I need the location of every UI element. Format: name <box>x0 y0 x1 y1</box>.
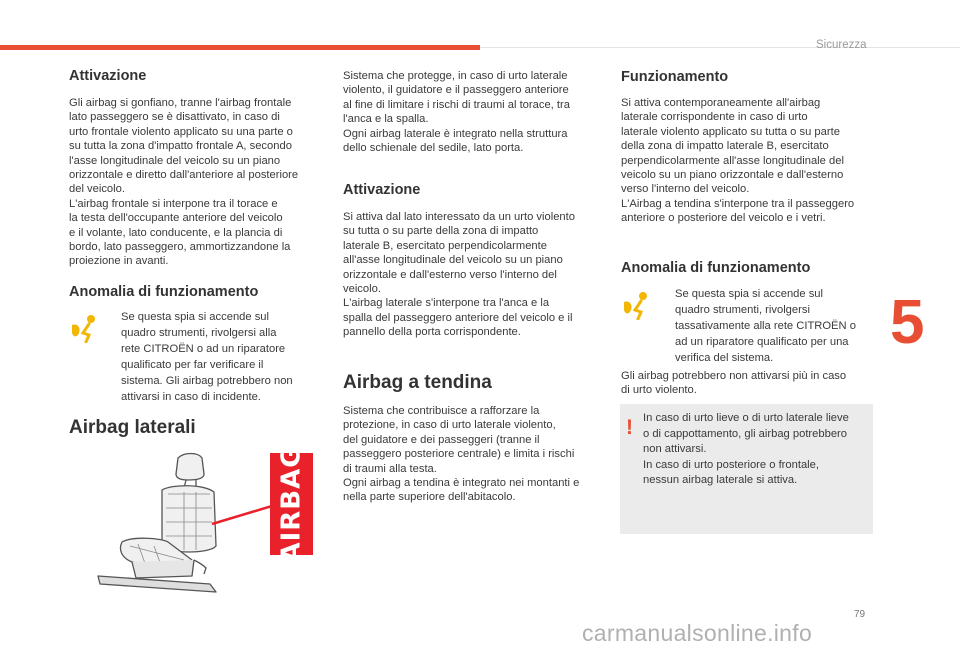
text-line: dello schienale del sedile, lato porta. <box>343 142 524 155</box>
airbag-warning-light-icon <box>621 290 655 320</box>
text-line: o di cappottamento, gli airbag potrebbero <box>643 427 847 440</box>
text-line: verso l'interno del veicolo. <box>621 183 750 196</box>
text-line: laterale corrispondente in caso di urto <box>621 111 808 124</box>
section-title: Sicurezza <box>816 39 867 51</box>
text-line: Se questa spia si accende sul <box>121 311 270 323</box>
warning-block-right <box>621 290 873 365</box>
text-line: nessun airbag laterale si attiva. <box>643 474 798 486</box>
text-line: quadro strumenti, rivolgersi alla <box>121 327 277 339</box>
text-line: su tutta la zona d'impatto frontale A, secondo <box>69 140 292 153</box>
anomalia-paragraph-right <box>675 286 873 366</box>
text-line: Gli airbag si gonfiano, tranne l'airbag frontale <box>69 97 292 109</box>
text-line: l'anca e la spalla. <box>343 113 429 126</box>
text-line: Sistema che contribuisce a rafforzare la <box>343 405 540 417</box>
text-line: Si attiva dal lato interessato da un urto violento <box>343 211 575 223</box>
airbag-warning-light-icon <box>69 313 103 343</box>
text-line: Ogni airbag a tendina è integrato nei montanti e <box>343 477 580 490</box>
text-line: bordo, lato passeggero, ammortizzandone la <box>69 241 291 254</box>
text-line: lato passeggero se è disattivato, in caso di <box>69 111 280 124</box>
attivazione-paragraph <box>69 96 321 269</box>
after-paragraph <box>621 369 873 398</box>
text-line: laterale violento applicato su tutta o su parte <box>621 125 840 138</box>
heading-attivazione-middle: Attivazione <box>343 182 421 198</box>
text-line: passeggero posteriore centrale) e limita i rischi <box>343 448 575 461</box>
text-line: di traumi alla testa. <box>343 462 437 475</box>
attivazione-section-middle <box>343 182 420 198</box>
text-line: proiezione in avanti. <box>69 255 169 268</box>
page-number: 79 <box>854 609 866 620</box>
warning-block-left <box>69 313 321 413</box>
laterali-section <box>69 417 196 439</box>
heading-anomalia-left: Anomalia di funzionamento <box>69 284 259 300</box>
airbag-pointer-line <box>212 506 272 524</box>
text-line: all'asse longitudinale del veicolo su un piano <box>343 254 563 267</box>
text-line: rete CITROËN o ad un riparatore <box>121 343 286 355</box>
accent-bar <box>0 45 480 50</box>
text-line: orizzontale e dall'esterno verso l'interno del <box>343 268 557 281</box>
text-line: L'airbag laterale s'interpone tra l'anca e la <box>343 297 550 310</box>
heading-funzionamento: Funzionamento <box>621 69 729 85</box>
text-line: qualificato per far verificare il <box>121 359 264 371</box>
text-line: Ogni airbag laterale è integrato nella struttura <box>343 127 568 140</box>
header-rule <box>480 47 960 48</box>
heading-airbag-tendina: Airbag a tendina <box>343 372 492 393</box>
text-line: pannello della porta corrispondente. <box>343 326 521 339</box>
funzionamento-paragraph <box>621 96 873 226</box>
text-line: veicolo su un piano orizzontale e dall'esterno <box>621 169 844 182</box>
text-line: anteriore o posteriore del veicolo e i vetri. <box>621 212 826 225</box>
text-line: Se questa spia si accende sul <box>675 288 824 300</box>
text-line: verifica del sistema. <box>675 352 774 364</box>
text-line: Gli airbag potrebbero non attivarsi più in caso <box>621 370 847 382</box>
text-line: della zona di impatto laterale B, esercitato <box>621 140 829 153</box>
left-column <box>69 68 321 84</box>
text-line: violento, il guidatore e il passeggero anteriore <box>343 84 569 97</box>
text-line: del guidatore e dei passeggeri (tranne il <box>343 433 540 446</box>
anomalia-section-right <box>621 260 810 276</box>
chapter-number: 5 <box>890 288 925 357</box>
text-line: veicolo. <box>343 283 381 296</box>
text-line: sistema. Gli airbag potrebbero non <box>121 375 293 387</box>
heading-airbag-laterali: Airbag laterali <box>69 417 196 438</box>
heading-anomalia-right: Anomalia di funzionamento <box>621 260 811 276</box>
text-line: ad un riparatore qualificato per una <box>675 336 849 348</box>
text-line: Si attiva contemporaneamente all'airbag <box>621 97 821 109</box>
text-line: laterale B, esercitato perpendicolarmente <box>343 239 547 252</box>
anomalia-section-left <box>69 284 258 300</box>
text-line: tassativamente alla rete CITROËN o <box>675 320 856 332</box>
text-line: l'asse longitudinale del veicolo su un piano <box>69 154 281 167</box>
text-line: non attivarsi. <box>643 443 707 455</box>
text-line: Sistema che protegge, in caso di urto laterale <box>343 70 568 82</box>
tendina-paragraph <box>343 404 603 505</box>
text-line: la testa dell'occupante anteriore del veicolo <box>69 212 283 225</box>
text-line: orizzontale e diretto dall'anteriore al posteriore <box>69 169 299 182</box>
intro-paragraph <box>343 69 601 155</box>
airbag-badge-label: AIRBAG <box>276 445 307 563</box>
text-line: e il volante, lato conducente, e la plancia di <box>69 226 283 239</box>
text-line: protezione, in caso di urto laterale violento, <box>343 419 556 432</box>
anomalia-paragraph-left <box>121 309 321 405</box>
text-line: In caso di urto lieve o di urto laterale lieve <box>643 412 849 424</box>
tendina-section <box>343 372 492 394</box>
text-line: del veicolo. <box>69 183 125 196</box>
text-line: In caso di urto posteriore o frontale, <box>643 458 819 471</box>
text-line: nella parte superiore dell'abitacolo. <box>343 491 516 504</box>
text-line: perpendicolarmente all'asse longitudinale del <box>621 154 844 167</box>
text-line: urto frontale violento applicato su una parte o <box>69 125 293 138</box>
text-line: L'airbag frontale si interpone tra il torace e <box>69 197 278 210</box>
exclamation-icon: ! <box>626 416 633 439</box>
text-line: di urto violento. <box>621 384 697 397</box>
text-line: al fine di limitare i rischi di traumi al torace, tra <box>343 98 570 111</box>
note-text <box>643 411 869 489</box>
text-line: L'Airbag a tendina s'interpone tra il passeggero <box>621 197 855 210</box>
text-line: spalla del passeggero anteriore del veicolo e il <box>343 311 573 324</box>
heading-attivazione-left: Attivazione <box>69 68 147 84</box>
watermark: carmanualsonline.info <box>582 620 813 646</box>
text-line: quadro strumenti, rivolgersi <box>675 304 810 316</box>
funzionamento-section <box>621 69 728 85</box>
text-line: attivarsi in caso di incidente. <box>121 391 261 403</box>
text-line: su tutta o su parte della zona di impatto <box>343 225 539 238</box>
attivazione-paragraph-middle <box>343 210 601 340</box>
